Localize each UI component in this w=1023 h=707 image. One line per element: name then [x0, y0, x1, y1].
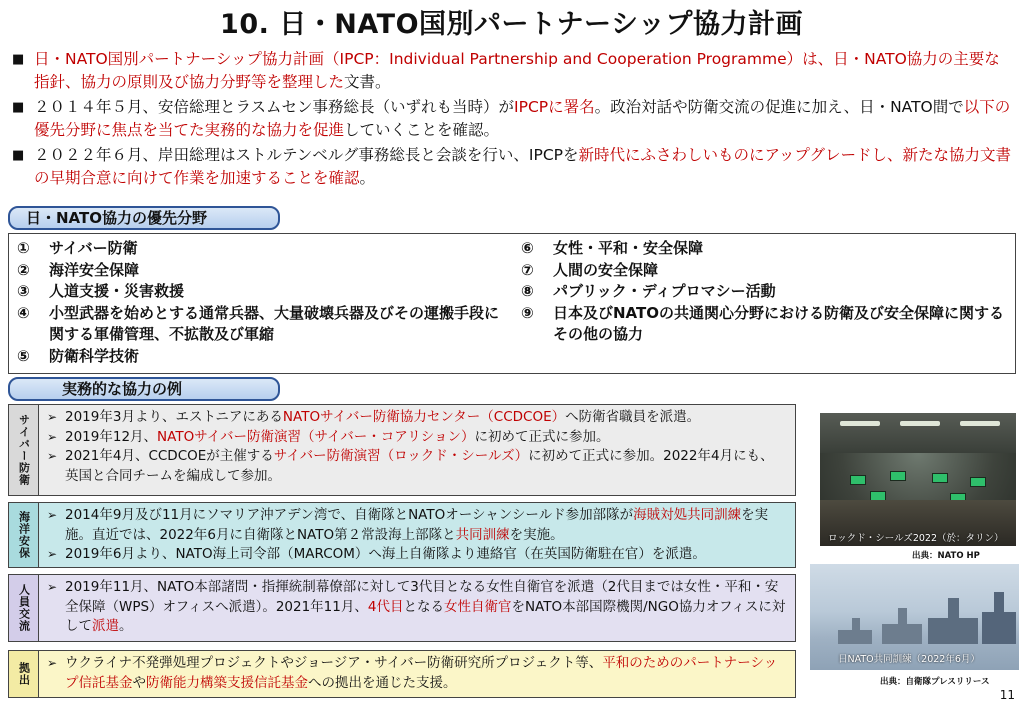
- priority-number: ②: [17, 260, 30, 279]
- photo-ship: [882, 624, 922, 644]
- priority-item: [17, 260, 505, 282]
- photo-ship-mast: [852, 618, 860, 632]
- bullet-item: [12, 96, 1012, 142]
- item-emphasis: NATOサイバー防衛協力センター（CCDCOE）: [282, 409, 566, 425]
- personnel-row: [8, 574, 796, 642]
- priority-label: サイバー防衛: [49, 239, 138, 257]
- photo-ship: [928, 618, 978, 644]
- item-text: へ防衛省職員を派遣。: [565, 409, 701, 425]
- item-text: 2019年11月、NATO本部諸問・指揮統制幕僚部に対して3代目となる女性自衛官を派遣（2代目までは女性・平和・安全保障（WPS）オフィスへ派遣）。2021年11月、: [65, 579, 779, 615]
- item-emphasis: 平和のためのパートナーシップ信託基金: [65, 655, 778, 691]
- item-text: 。: [119, 618, 133, 634]
- bullet-square-icon: ■: [12, 100, 25, 115]
- priority-item: [17, 303, 505, 346]
- photo-monitor: [850, 475, 866, 485]
- photo-ship-mast: [994, 592, 1004, 614]
- category-text: 人員交流: [17, 584, 31, 632]
- item-text: を実施。: [509, 526, 564, 543]
- arrow-bullet-icon: ➢: [47, 429, 58, 444]
- category-text: 拠出: [17, 662, 31, 686]
- photo-ceiling: [820, 413, 1016, 453]
- item-text: 2014年9月及び11月にソマリア沖アデン湾で、自衛隊とNATOオーシャンシールド参加部隊が: [65, 507, 634, 523]
- priority-item: [521, 303, 1007, 346]
- priority-item: [17, 346, 505, 368]
- photo-caption: 日NATO共同訓練（2022年6月）: [838, 654, 980, 665]
- bullet-item: [12, 144, 1012, 190]
- item-text: となる: [403, 598, 444, 615]
- item-emphasis: 共同訓練: [455, 526, 510, 543]
- arrow-bullet-icon: ➢: [47, 656, 58, 670]
- bullet-text: 。: [359, 169, 376, 187]
- category-label-contribution: [9, 651, 39, 697]
- intro-bullets: [12, 48, 1012, 192]
- bullet-square-icon: ■: [12, 52, 25, 67]
- priority-item: [521, 260, 1007, 282]
- page-title: 10. 日・NATO国別パートナーシップ協力計画: [220, 9, 803, 40]
- item-text: を実施。直近では、2022年6月に自衛隊とNATO第２常設海上部隊と: [65, 507, 769, 543]
- examples-header: 実務的な協力の例: [8, 377, 280, 401]
- item-text: への拠出を通じた支援。: [308, 674, 457, 691]
- bullet-emphasis: 日・NATO国別パートナーシップ協力計画（IPCP：Individual Partnership and Cooperation Programme）は、日・NATO協力の主要な指針、協力の原則及び協力分野等を整理した: [34, 50, 1000, 91]
- bullet-text: していくことを確認。: [344, 121, 500, 139]
- list-item: [47, 447, 787, 486]
- list-item: [47, 545, 787, 565]
- photo-ship: [838, 630, 872, 644]
- category-label-maritime: [9, 503, 39, 567]
- priority-number: ⑦: [521, 260, 534, 279]
- category-label-cyber: [9, 405, 39, 495]
- list-item: [47, 408, 787, 428]
- list-item: [47, 578, 787, 637]
- priority-item: [521, 238, 1007, 260]
- priority-label: 人道支援・災害救援: [49, 282, 185, 300]
- photo-ship-mast: [948, 598, 959, 620]
- arrow-bullet-icon: ➢: [47, 580, 58, 594]
- priority-label: 防衛科学技術: [49, 346, 140, 365]
- bullet-item: [12, 48, 1012, 94]
- bullet-text: ２０２２年６月、岸田総理はストルテンベルグ事務総長と会談を行い、IPCPを: [34, 146, 579, 164]
- bullet-text: ２０１４年５月、安倍総理とラスムセン事務総長（いずれも当時）が: [34, 98, 515, 116]
- priority-number: ④: [17, 303, 30, 322]
- bullet-emphasis: 新時代にふさわしいものにアップグレードし、新たな協力文書の早期合意に向けて作業を加速することを確認: [34, 146, 1011, 187]
- item-text: 2019年12月、: [65, 428, 158, 445]
- arrow-bullet-icon: ➢: [47, 449, 58, 463]
- item-emphasis: サイバー防衛演習（ロックド・シールズ）: [273, 448, 529, 464]
- item-emphasis: 4代目: [367, 598, 404, 615]
- priority-label: 女性・平和・安全保障: [553, 239, 704, 257]
- priority-number: ⑤: [17, 346, 30, 365]
- photo-light: [840, 421, 880, 426]
- item-text: 2021年4月、CCDCOEが主催する: [65, 448, 274, 464]
- bullet-emphasis: IPCPに署名: [514, 98, 595, 116]
- photo-light: [900, 421, 940, 426]
- arrow-bullet-icon: ➢: [47, 410, 58, 424]
- photo-ship-mast: [898, 608, 907, 626]
- item-text: に初めて正式に参加。: [474, 428, 610, 445]
- item-text: 2019年3月より、エストニアにある: [65, 409, 283, 425]
- priority-number: ①: [17, 239, 30, 257]
- list-item: [47, 654, 787, 693]
- arrow-bullet-icon: ➢: [47, 508, 58, 522]
- priority-number: ⑥: [521, 239, 534, 257]
- priority-label: パブリック・ディプロマシー活動: [553, 282, 776, 300]
- item-emphasis: 女性自衛官: [443, 598, 512, 615]
- category-text: サイバー防衛: [17, 414, 31, 486]
- priority-column-left: [17, 238, 505, 367]
- priority-number: ⑨: [521, 303, 534, 322]
- bullet-text: 文書。: [344, 73, 391, 91]
- priority-item: [521, 281, 1007, 303]
- bullet-emphasis: 以下の優先分野に焦点を当てた実務的な協力を促進: [34, 98, 1011, 139]
- priority-number: ⑧: [521, 282, 534, 300]
- photo-ship: [982, 612, 1016, 644]
- priority-label: 日本及びNATOの共通関心分野における防衛及び安全保障に関するその他の協力: [553, 303, 1004, 343]
- photo-caption: ロックド・シールズ2022（於：タリン）: [828, 533, 1004, 544]
- arrow-bullet-icon: ➢: [47, 547, 58, 561]
- contribution-row: [8, 650, 796, 698]
- photo-monitor: [970, 477, 986, 487]
- category-label-personnel: [9, 575, 39, 641]
- photo-monitor: [932, 473, 948, 483]
- priority-item: [17, 281, 505, 303]
- item-emphasis: NATOサイバー防衛演習（サイバー・コアリション）: [157, 428, 475, 445]
- item-text: 2019年6月より、NATO海上司令部（MARCOM）へ海上自衛隊より連絡官（在英国防衛駐在官）を派遣。: [65, 546, 706, 562]
- item-text: に初めて正式に参加。2022年4月にも、英国と合同チームを編成して参加。: [65, 448, 774, 484]
- priority-label: 人間の安全保障: [553, 260, 659, 279]
- photo-source: 出典：NATO HP: [912, 551, 980, 561]
- item-text: をNATO本部国際機関/NGO協力オフィスに対して: [65, 598, 786, 634]
- cyber-exercise-photo: [820, 413, 1016, 546]
- bullet-text: 。政治対話や防衛交流の促進に加え、日・NATO間で: [594, 98, 964, 116]
- list-item: [47, 428, 787, 448]
- item-text: や: [132, 674, 146, 691]
- priority-item: [17, 238, 505, 260]
- page-number: 11: [999, 688, 1015, 702]
- item-emphasis: 防衛能力構築支援信託基金: [146, 674, 308, 691]
- priority-label: 小型武器を始めとする通常兵器、大量破壊兵器及びその運搬手段に関する軍備管理、不拡散及び軍縮: [49, 303, 500, 343]
- photo-light: [960, 421, 1000, 426]
- priority-number: ③: [17, 282, 30, 300]
- maritime-row: [8, 502, 796, 568]
- photo-monitor: [890, 471, 906, 481]
- list-item: [47, 506, 787, 545]
- photo-source: 出典：自衛隊プレスリリース: [880, 677, 990, 687]
- item-emphasis: 派遣: [92, 618, 119, 634]
- category-text: 海洋安保: [17, 511, 31, 559]
- item-emphasis: 海賊対処共同訓練: [633, 507, 742, 523]
- priority-header: 日・NATO協力の優先分野: [8, 206, 280, 230]
- cyber-row: [8, 404, 796, 496]
- priority-label: 海洋安全保障: [49, 260, 140, 279]
- priority-box: [8, 233, 1016, 374]
- item-text: ウクライナ不発弾処理プロジェクトやジョージア・サイバー防衛研究所プロジェクト等、: [65, 655, 603, 671]
- bullet-square-icon: ■: [12, 148, 25, 163]
- priority-column-right: [521, 238, 1007, 346]
